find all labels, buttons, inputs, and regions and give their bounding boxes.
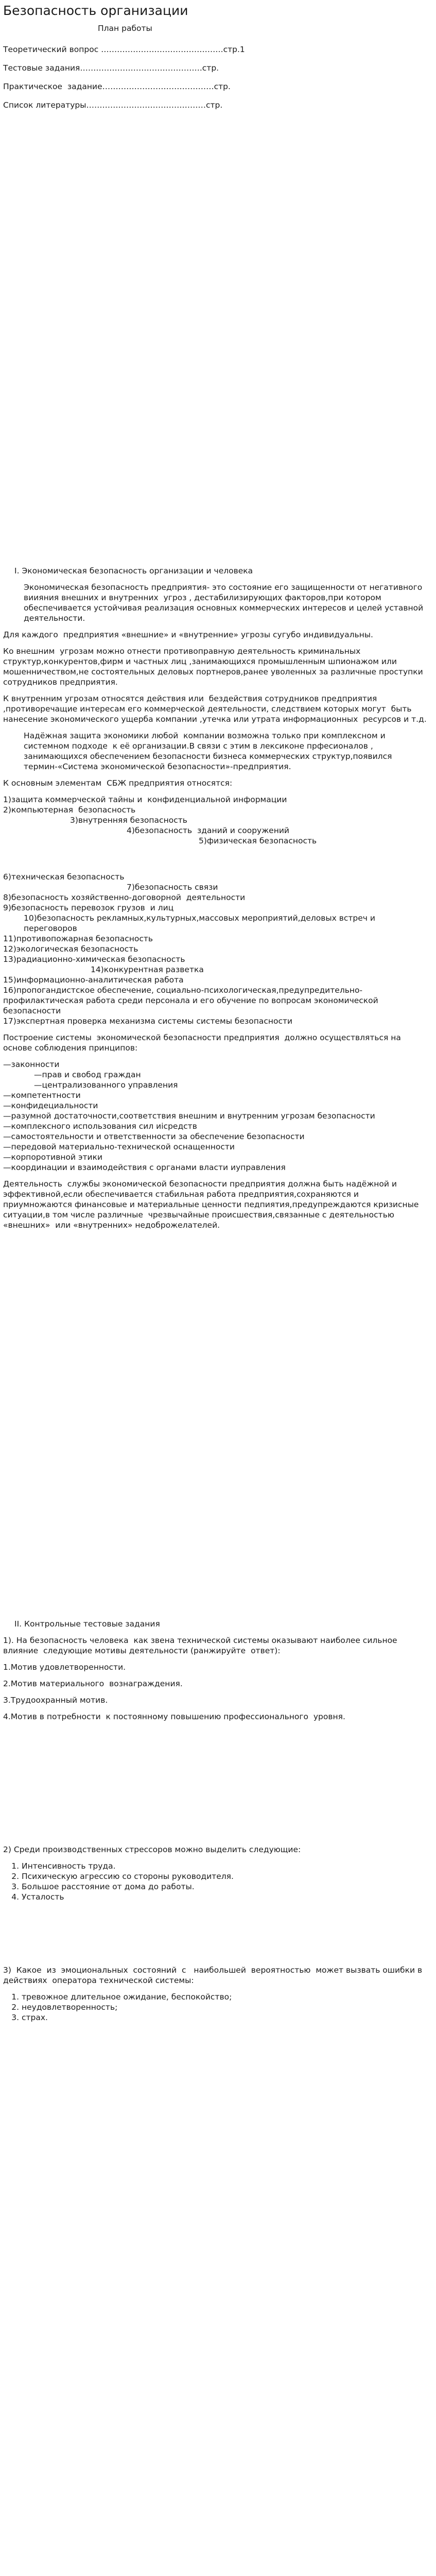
answer-item: 4.Мотив в потребности к постоянному повышению профессионального уровня.	[3, 1712, 345, 1721]
answer-item: 3. страх.	[22, 2012, 430, 2023]
question-3-block	[3, 1965, 430, 2023]
element-item: 9)безопасность перевозок грузов и лиц	[3, 903, 174, 912]
principle-item: —разумной достаточности,соответствия внешним и внутренним угрозам безопасности	[3, 1111, 375, 1121]
element-item: 7)безопасность связи	[127, 883, 218, 892]
answer-item: 1.Мотив удовлетворенности.	[3, 1663, 126, 1672]
question-2-block	[3, 1844, 430, 1902]
answer-item: 1. тревожное длительное ожидание, беспокойство;	[22, 1992, 430, 2002]
element-item: 6)техническая безопасность	[3, 872, 125, 882]
question-2-answers	[3, 1861, 430, 1902]
element-item: 2)компьютерная безопасность	[3, 805, 136, 815]
question-3: 3) Какое из эмоциональных состояний с наибольшей вероятностью может вызвать ошибки в действиях оператора технической системы:	[3, 1965, 425, 1985]
section-2	[3, 1619, 430, 1722]
paragraph-principles-intro: Построение системы экономической безопасности предприятия должно осуществляться на основе соблюдения принципов:	[3, 1033, 404, 1053]
section-1-heading: I. Экономическая безопасность организации и человека	[14, 566, 253, 575]
principle-item: —законности	[3, 1060, 60, 1069]
answer-item: 2. Психическую агрессию со стороны руководителя.	[22, 1871, 430, 1882]
plan-heading: План работы	[98, 24, 152, 33]
element-item: 14)конкурентная разветка	[91, 965, 204, 974]
principle-item: —передовой материально-технической оснащенности	[3, 1142, 235, 1151]
element-item: 12)экологическая безопасность	[3, 944, 138, 954]
paragraph-system-approach: Надёжная защита экономики любой компании возможна только при комплексном и системном подходе к её организации.В связи с этим в лексиконе прфесионалов , занимающихся обеспечением безопасности бизнеса коммерческих структур,появился термин-«Система экономической безопасности»-предприятия.	[24, 731, 397, 771]
element-item: 1)защита коммерческой тайны и конфиденциальной информации	[3, 795, 287, 804]
paragraph-definition: Экономическая безопасность предприятия- это состояние его защищенности от негативного виияния внешних и внутренних угроз , дестабилизирующих факторов,при котором обеспечивается устойчивая реализация основных коммерческих интересов и целей уставной деятельности.	[24, 583, 426, 623]
element-item: 10)безопасность рекламных,культурных,массовых мероприятий,деловых встреч и переговоров	[24, 913, 378, 933]
answer-item: 3. Большое расстояние от дома до работы.	[22, 1882, 430, 1892]
answer-item: 2. неудовлетворенность;	[22, 2002, 430, 2012]
principle-item: —корпоротивной этики	[3, 1153, 103, 1162]
principle-item: —конфидециальности	[3, 1101, 98, 1110]
section-2-heading: II. Контрольные тестовые задания	[14, 1619, 160, 1629]
question-2: 2) Среди производственных стрессоров можно выделить следующие:	[3, 1845, 301, 1854]
plan-item-tests: Тестовые задания……………………………………….стр.	[3, 63, 219, 73]
principle-item: —компетентности	[3, 1091, 81, 1100]
answer-item: 1. Интенсивность труда.	[22, 1861, 430, 1871]
section-1	[3, 566, 430, 1230]
plan-item-literature: Список литературы………………………………………стр.	[3, 100, 223, 110]
principle-item: —самостоятельности и ответственности за обеспечение безопасности	[3, 1132, 305, 1141]
principle-item: —централизованного управления	[34, 1080, 178, 1090]
element-item: 17)экспертная проверка механизма системы системы безопасности	[3, 1016, 293, 1026]
element-item: 13)радиационно-химическая безопасность	[3, 955, 185, 964]
answer-item: 4. Усталость	[22, 1892, 430, 1902]
principle-item: —координации и взаимодействия с органами власти иуправления	[3, 1163, 286, 1172]
element-item: 11)противопожарная безопасность	[3, 934, 153, 943]
paragraph-threats-individual: Для каждого предприятия «внешние» и «внутренние» угрозы сугубо индивидуальны.	[3, 630, 373, 639]
question-3-answers	[3, 1992, 430, 2023]
element-item: 16)пропогандистское обеспечение, социально-психологическая,предупредительно-профилактическая работа среди персонала и его обучение по вопросам экономической безопасности	[3, 986, 381, 1015]
element-item: 8)безопасность хозяйственно-договорной деятельности	[3, 893, 246, 902]
element-item: 4)безопасность зданий и сооружений	[127, 826, 289, 835]
principle-item: —прав и свобод граждан	[34, 1070, 141, 1079]
paragraph-service-effectiveness: Деятельность службы экономической безопасности предприятия должна быть надёжной и эффективной,если обеспечивается стабильная работа предприятия,сохраняются и приумножаются финансовые и материальные ценности педпиятия,предупреждаются кризисные ситуации,в том числе различные чрезвычайные происшествия,связанные с деятельностью «внешних» или «внутренних» недоброжелателей.	[3, 1179, 424, 1230]
answer-item: 2.Мотив материального вознаграждения.	[3, 1679, 183, 1688]
paragraph-internal-threats: К внутренним угрозам относятся действия или бездействия сотрудников предприятия ,противоречащие интересам его коммерческой деятельности, следствием которых могут быть нанесение экономического ущерба компании ,утечка или утрата информационных ресурсов и т.д.	[3, 694, 427, 724]
plan-item-theory: Теоретический вопрос ……………………………………….стр.1	[3, 45, 245, 54]
question-1: 1). На безопасность человека как звена технической системы оказывают наиболее сильное влияние следующие мотивы деятельности (ранжируйте ответ):	[3, 1636, 400, 1655]
element-item: 3)внутренняя безопасность	[70, 816, 187, 825]
paragraph-external-threats: Ко внешним угрозам можно отнести противоправную деятельность криминальных структур,конкурентов,фирм и частных лиц ,занимающихся промышленным шпионажом или мошенничеством,не состоятельных деловых портнеров,ранее уволенных за различные проступки сотрудников предприятия.	[3, 647, 426, 687]
paragraph-elements-intro: К основным элементам СБЖ предприятия относятся:	[3, 778, 233, 788]
document-title: Безопасность организации	[3, 3, 188, 18]
answer-item: 3.Трудоохранный мотив.	[3, 1696, 108, 1705]
element-item: 15)информационно-аналитическая работа	[3, 975, 184, 985]
element-item: 5)физическая безопасность	[199, 836, 317, 845]
principle-item: —комплексного использования сил иісредств	[3, 1122, 197, 1131]
plan-item-practical: Практическое задание……………………………………стр.	[3, 82, 231, 91]
